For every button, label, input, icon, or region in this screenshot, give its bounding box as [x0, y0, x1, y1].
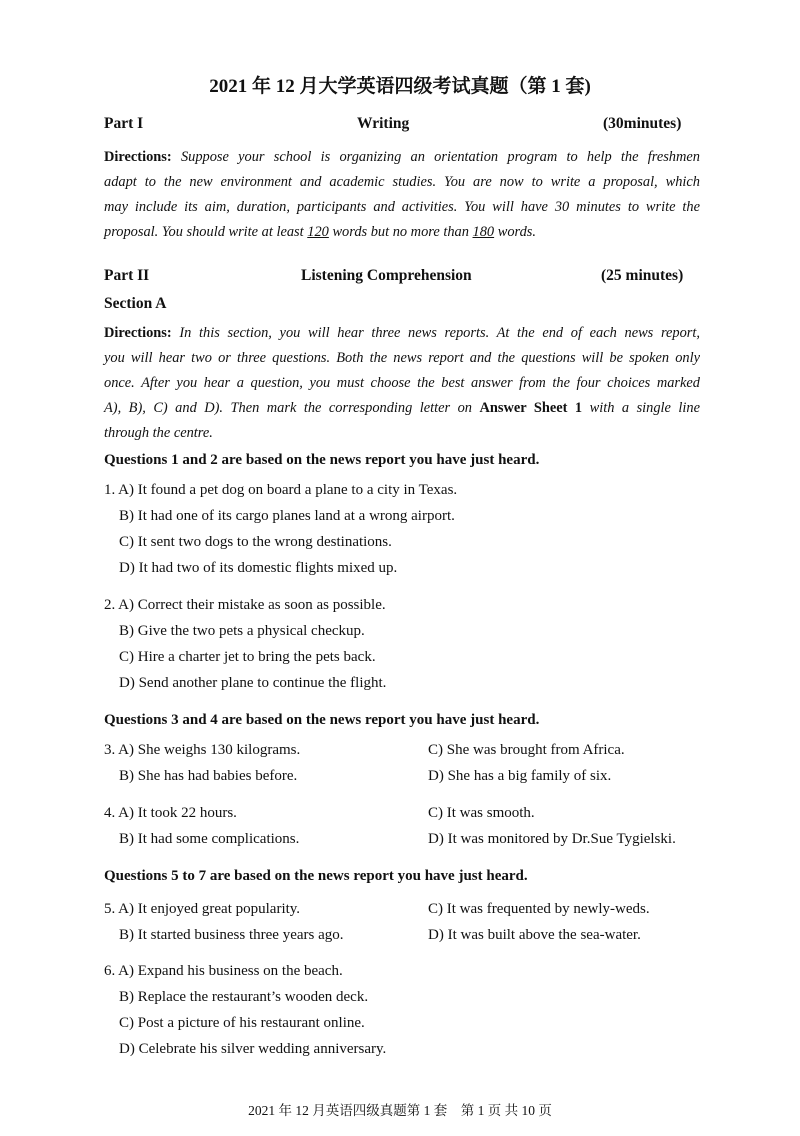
part1-directions-line-3: may include its aim, duration, participants and activities. You will have 30 minutes to write the [104, 199, 700, 215]
part2-directions-line-5: through the centre. [104, 425, 213, 441]
question-5-option-a: 5. A) It enjoyed great popularity. [104, 901, 301, 917]
directions-text: with a single line [589, 400, 700, 416]
question-group-heading: Questions 3 and 4 are based on the news report you have just heard. [104, 712, 540, 728]
section-a-label: Section A [104, 295, 167, 312]
question-6-option-a: 6. A) Expand his business on the beach. [104, 963, 343, 979]
question-3-option-c: C) She was brought from Africa. [428, 742, 625, 758]
max-words: 180 [472, 224, 495, 240]
part2-directions [104, 321, 700, 446]
question-6-option-b: B) Replace the restaurant’s wooden deck. [119, 989, 369, 1005]
part2-directions-line-4 [104, 396, 700, 421]
question-2-option-c: C) Hire a charter jet to bring the pets back. [119, 649, 376, 665]
question-3-option-b: B) She has had babies before. [119, 768, 298, 784]
page-title: 2021 年 12 月大学英语四级考试真题（第 1 套) [209, 76, 591, 97]
question-4-option-c: C) It was smooth. [428, 805, 535, 821]
question-6-option-d: D) Celebrate his silver wedding anniversary. [119, 1041, 387, 1057]
answer-sheet-label: Answer Sheet 1 [479, 400, 583, 416]
question-4-option-d: D) It was monitored by Dr.Sue Tygielski. [428, 831, 676, 847]
part1-directions-line-1: Suppose your school is organizing an orientation program to help the freshmen [180, 149, 700, 165]
part1-label: Part I [104, 115, 144, 132]
question-1-option-a: 1. A) It found a pet dog on board a plane to a city in Texas. [104, 482, 458, 498]
question-4-option-b: B) It had some complications. [119, 831, 300, 847]
part1-time: (30minutes) [603, 115, 682, 132]
question-4-option-a: 4. A) It took 22 hours. [104, 805, 237, 821]
part1-directions [104, 145, 700, 245]
part2-directions-label: Directions: [104, 325, 172, 341]
part2-directions-line-1: In this section, you will hear three news reports. At the end of each news report, [179, 325, 700, 341]
part1-directions-line-2: adapt to the new environment and academic studies. You are now to write a proposal, which [104, 174, 700, 190]
question-3-option-a: 3. A) She weighs 130 kilograms. [104, 742, 301, 758]
part1-name: Writing [357, 115, 410, 132]
question-1-option-d: D) It had two of its domestic flights mixed up. [119, 560, 398, 576]
question-2-option-d: D) Send another plane to continue the flight. [119, 675, 387, 691]
question-6-option-c: C) Post a picture of his restaurant online. [119, 1015, 365, 1031]
question-1-option-b: B) It had one of its cargo planes land at a wrong airport. [119, 508, 455, 524]
directions-text: proposal. You should write at least [104, 224, 304, 240]
part2-time: (25 minutes) [601, 267, 684, 284]
part2-directions-line-2: you will hear two or three questions. Both the news report and the questions will be spoken only [104, 350, 700, 366]
question-1-option-c: C) It sent two dogs to the wrong destinations. [119, 534, 392, 550]
question-5-option-c: C) It was frequented by newly-weds. [428, 901, 650, 917]
part1-directions-label: Directions: [104, 149, 172, 165]
part2-label: Part II [104, 267, 150, 284]
question-group-heading: Questions 1 and 2 are based on the news report you have just heard. [104, 452, 540, 468]
directions-text: words. [497, 224, 536, 240]
question-2-option-b: B) Give the two pets a physical checkup. [119, 623, 365, 639]
min-words: 120 [307, 224, 329, 240]
page-footer: 2021 年 12 月英语四级真题第 1 套 第 1 页 共 10 页 [248, 1103, 552, 1118]
question-2-option-a: 2. A) Correct their mistake as soon as possible. [104, 597, 386, 613]
part2-name: Listening Comprehension [301, 267, 472, 284]
question-group-heading: Questions 5 to 7 are based on the news report you have just heard. [104, 868, 528, 884]
question-3-option-d: D) She has a big family of six. [428, 768, 612, 784]
question-5-option-b: B) It started business three years ago. [119, 927, 344, 943]
part1-directions-line-4 [104, 220, 700, 245]
directions-text: words but no more than [332, 224, 469, 240]
directions-text: A), B), C) and D). Then mark the corresponding letter on [104, 400, 473, 416]
part2-directions-line-3: once. After you hear a question, you must choose the best answer from the four choices marked [104, 375, 700, 391]
question-5-option-d: D) It was built above the sea-water. [428, 927, 641, 943]
